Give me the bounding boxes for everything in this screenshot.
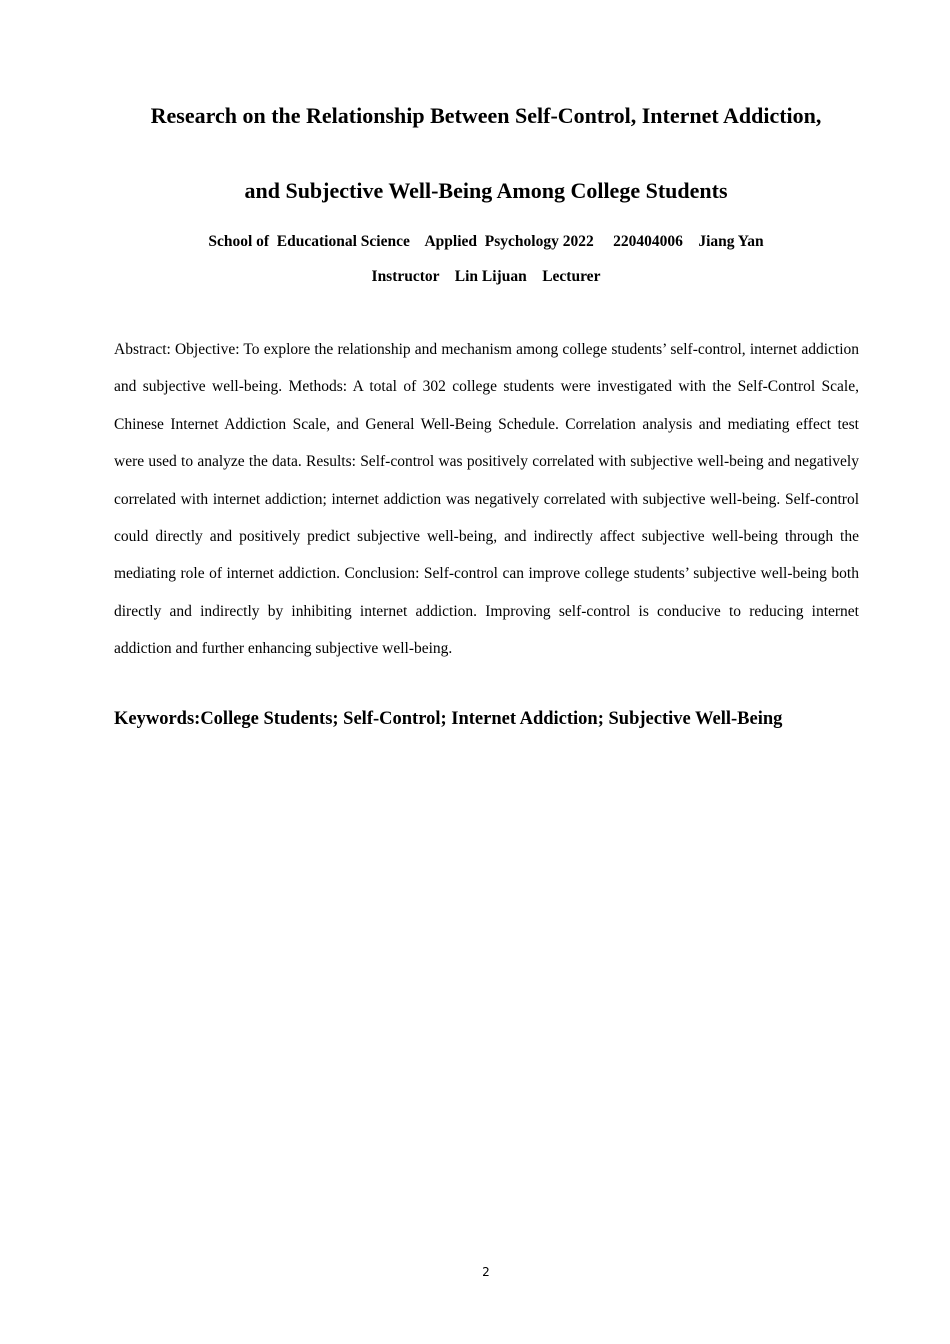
paper-title-line-1: Research on the Relationship Between Self-Control, Internet Addiction, bbox=[150, 103, 822, 128]
page-number: 2 bbox=[482, 1265, 490, 1279]
author-line: School of Educational Science Applied Psychology 2022 220404006 Jiang Yan bbox=[208, 233, 764, 250]
instructor-line: Instructor Lin Lijuan Lecturer bbox=[371, 268, 601, 285]
keywords-line: Keywords:College Students; Self-Control; Internet Addiction; Subjective Well-Being bbox=[114, 709, 783, 729]
paper-title-line-2: and Subjective Well-Being Among College Students bbox=[244, 178, 728, 203]
abstract-paragraph: Abstract: Objective: To explore the relationship and mechanism among college students’ self-control, internet addiction and subjective well-being. Methods: A total of 302 college students were investigated with the Self-Control Scale, Chinese Internet Addiction Scale, and General Well-Being Schedule. Correlation analysis and mediating effect test were used to analyze the data. Results: Self-control was positively correlated with subjective well-being and negatively correlated with internet addiction; internet addiction was negatively correlated with subjective well-being. Self-control could directly and positively predict subjective well-being, and indirectly affect subjective well-being through the mediating role of internet addiction. Conclusion: Self-control can improve college students’ subjective well-being both directly and indirectly by inhibiting internet addiction. Improving self-control is conducive to reducing internet addiction and further enhancing subjective well-being. bbox=[114, 341, 859, 658]
